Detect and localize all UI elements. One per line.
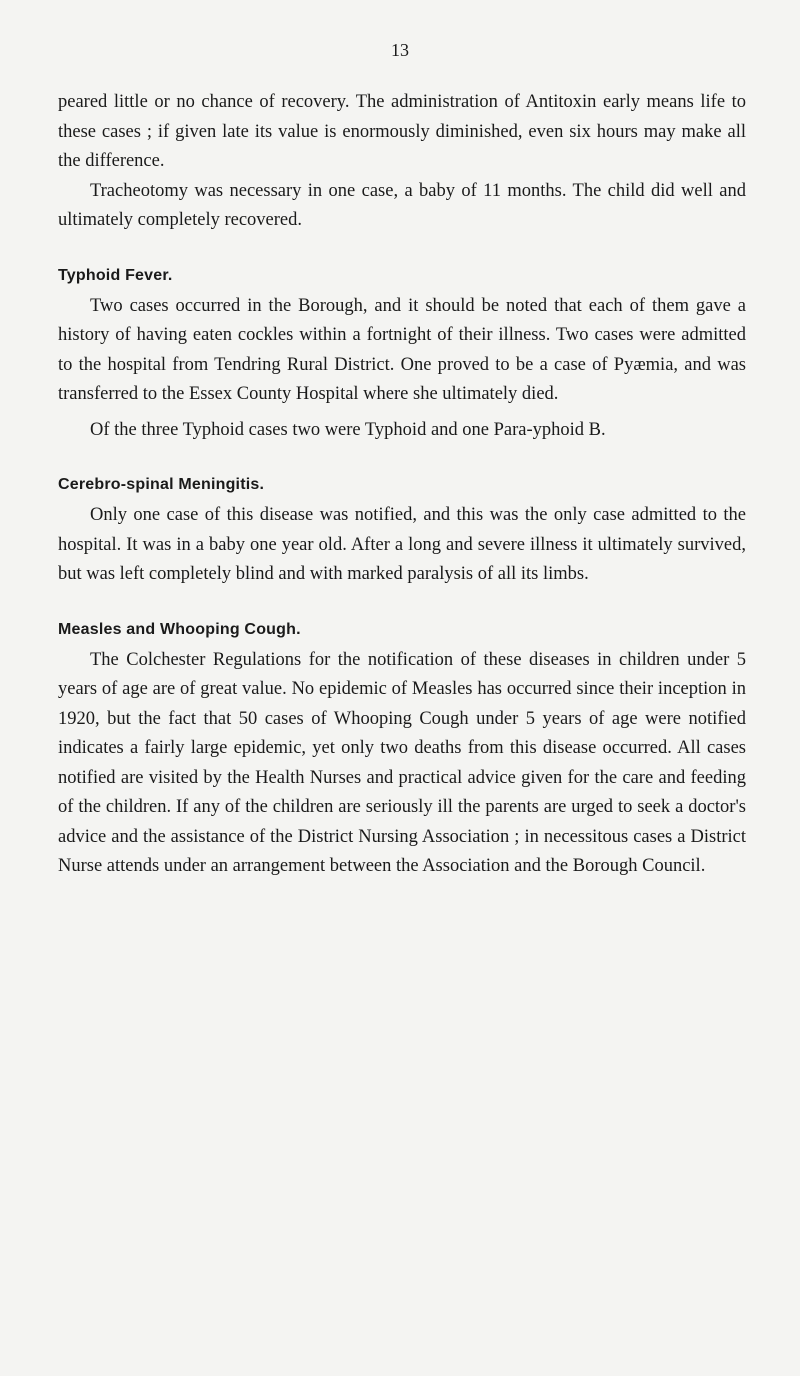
page-number: 13 xyxy=(391,40,409,60)
paragraph-meningitis: Only one case of this disease was notified, and this was the only case admitted to the hospital. It was in a baby one year old. After a long and severe illness it ultimately survived, but was left completely blind and with marked paralysis of all its limbs. xyxy=(58,505,746,584)
paragraph-typhoid-summary: Of the three Typhoid cases two were Typhoid and one Para-yphoid B. xyxy=(90,419,606,440)
paragraph-measles: The Colchester Regulations for the notification of these diseases in children under 5 years of age are of great value. No epidemic of Measles has occurred since their inception in 1920, but the fact that 50 cases of Whooping Cough under 5 years of age were notified indicates a fairly large epidemic, yet only two deaths from this disease occurred. All cases notified are visited by the Health Nurses and practical advice given for the care and feeding of the children. If any of the children are seriously ill the parents are urged to seek a doctor's advice and the assistance of the District Nursing Association ; in necessitous cases a District Nurse attends under an arrangement between the Association and the Borough Council. xyxy=(58,649,746,876)
page-content xyxy=(58,88,746,882)
paragraph-antitoxin: peared little or no chance of recovery. The administration of Antitoxin early means life to these cases ; if given late its value is enormously diminished, even six hours may make all the difference. xyxy=(58,92,746,171)
heading-cerebro-spinal-meningitis: Cerebro-spinal Meningitis. xyxy=(58,476,265,493)
paragraph-typhoid-cases: Two cases occurred in the Borough, and it should be noted that each of them gave a history of having eaten cockles within a fortnight of their illness. Two cases were admitted to the hospital from Tendring Rural District. One proved to be a case of Pyæmia, and was transferred to the Essex County Hospital where she ultimately died. xyxy=(58,295,746,404)
heading-measles-whooping-cough: Measles and Whooping Cough. xyxy=(58,620,301,638)
heading-typhoid-fever: Typhoid Fever. xyxy=(58,266,173,284)
paragraph-tracheotomy: Tracheotomy was necessary in one case, a baby of 11 months. The child did well and ultimately completely recovered. xyxy=(58,180,746,230)
